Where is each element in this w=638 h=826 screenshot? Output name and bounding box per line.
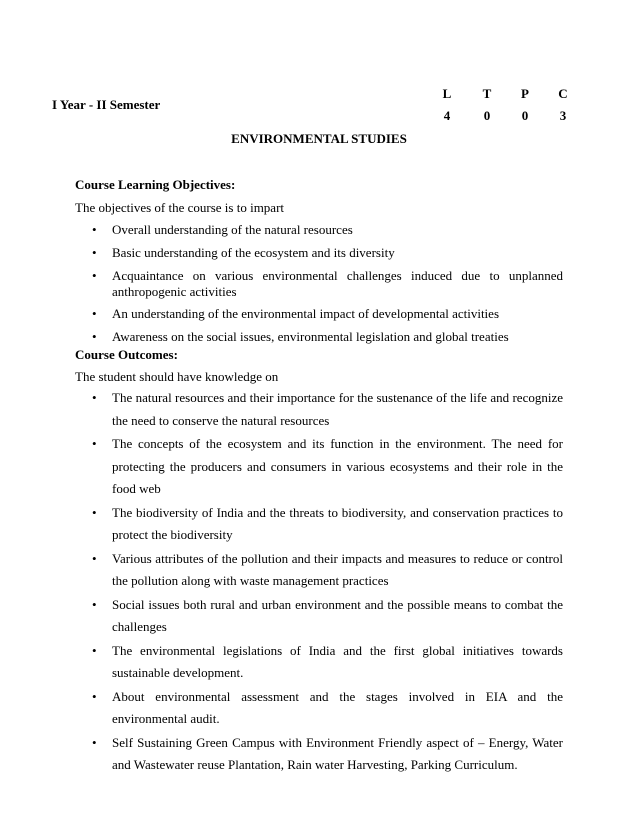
bullet-icon: • xyxy=(92,329,97,344)
ltpc-value-p: 0 xyxy=(521,108,529,123)
list-item: • Basic understanding of the ecosystem and its diversity xyxy=(92,245,395,260)
bullet-icon: • xyxy=(92,596,97,612)
ltpc-value-c: 3 xyxy=(559,108,567,123)
list-item: • Self Sustaining Green Campus with Environment Friendly aspect of – Energy, Water and Wastewater reuse Plantation, Rain water Harvesting, Parking Curriculum. xyxy=(0,732,563,777)
ltpc-label-p: P xyxy=(521,86,529,101)
bullet-icon: • xyxy=(92,390,97,405)
ltpc-value-l: 4 xyxy=(443,108,451,123)
bullet-icon: • xyxy=(92,734,97,750)
bullet-icon: • xyxy=(92,222,97,237)
list-item: • The concepts of the ecosystem and its function in the environment. The need for protecting the producers and consumers in various ecosystems and their role in the food web xyxy=(0,433,563,501)
bullet-icon: • xyxy=(92,642,97,658)
bullet-icon: • xyxy=(92,550,97,566)
list-item: • Overall understanding of the natural resources xyxy=(92,222,353,237)
objectives-heading: Course Learning Objectives: xyxy=(75,177,236,192)
outcomes-heading: Course Outcomes: xyxy=(75,347,178,362)
list-item: • Social issues both rural and urban environment and the possible means to combat the challenges xyxy=(0,594,563,639)
list-item: • The natural resources and their importance for the sustenance of the life and recognize the need to conserve the natural resources xyxy=(0,387,563,432)
bullet-icon: • xyxy=(92,306,97,321)
list-item: • About environmental assessment and the stages involved in EIA and the environmental audit. xyxy=(0,686,563,731)
semester-label: I Year - II Semester xyxy=(52,97,161,112)
bullet-icon: • xyxy=(92,268,97,283)
objectives-list xyxy=(0,222,638,352)
list-item: • The environmental legislations of India and the first global initiatives towards sustainable development. xyxy=(0,640,563,685)
outcomes-intro: The student should have knowledge on xyxy=(75,369,279,384)
bullet-icon: • xyxy=(92,245,97,260)
bullet-icon: • xyxy=(92,436,97,451)
objectives-intro: The objectives of the course is to impart xyxy=(75,200,285,215)
bullet-icon: • xyxy=(92,504,97,520)
outcomes-list xyxy=(0,387,638,778)
list-item: • Awareness on the social issues, environmental legislation and global treaties xyxy=(92,329,509,344)
ltpc-value-t: 0 xyxy=(483,108,491,123)
ltpc-label-t: T xyxy=(482,86,492,101)
list-item: • The biodiversity of India and the threats to biodiversity, and conservation practices to protect the biodiversity xyxy=(0,502,563,547)
course-title: ENVIRONMENTAL STUDIES xyxy=(231,131,407,146)
list-item: • Acquaintance on various environmental challenges induced due to unplanned anthropogenic activities xyxy=(92,268,563,299)
ltpc-label-c: C xyxy=(558,86,568,101)
ltpc-label-l: L xyxy=(442,86,452,101)
list-item: • An understanding of the environmental impact of developmental activities xyxy=(92,306,499,321)
list-item: • Various attributes of the pollution and their impacts and measures to reduce or control the pollution along with waste management practices xyxy=(0,548,563,593)
bullet-icon: • xyxy=(92,688,97,704)
